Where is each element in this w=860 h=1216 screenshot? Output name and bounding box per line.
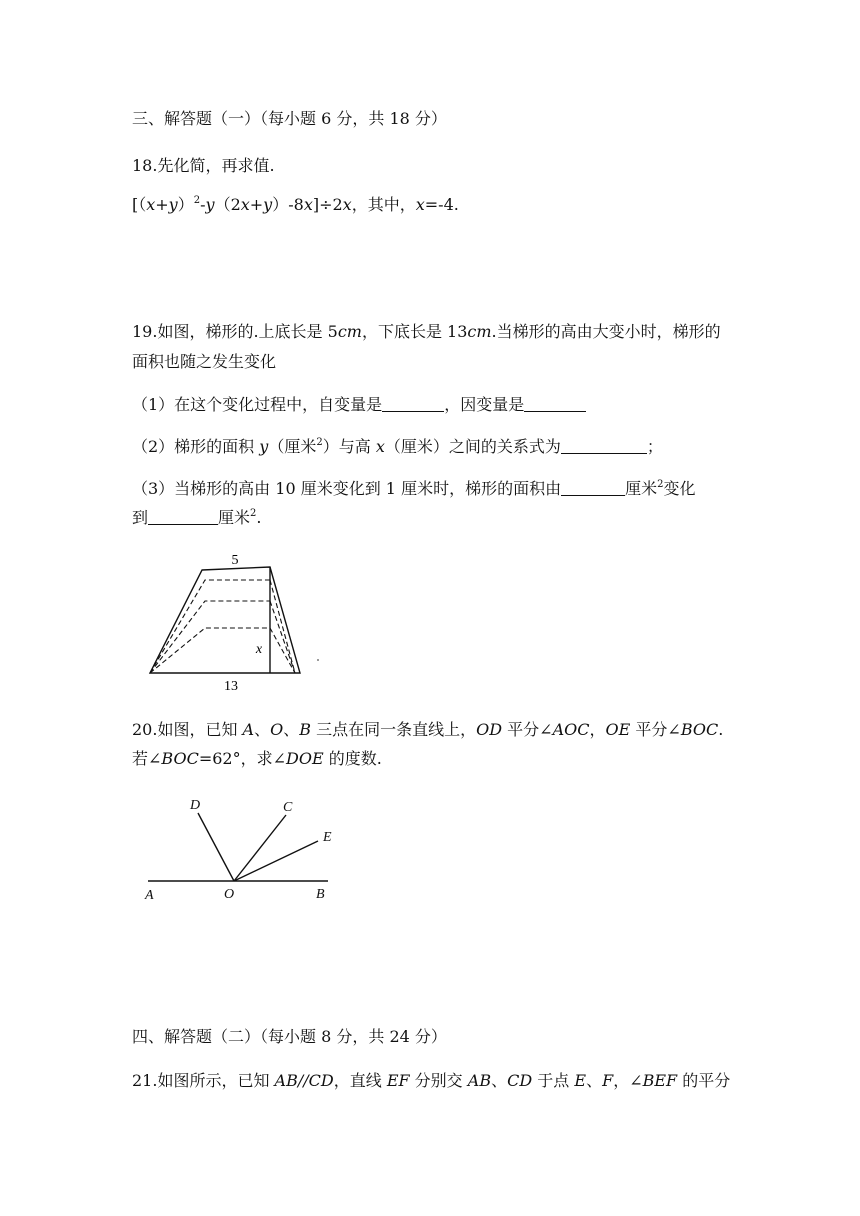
q19-prompt-line2: 面积也随之发生变化: [132, 352, 277, 371]
label-A: A: [145, 888, 154, 903]
stray-dot: [317, 659, 319, 661]
answer-blank-dependent[interactable]: [524, 397, 586, 412]
section3-heading: 三、解答题（一）（每小题 6 分，共 18 分）: [132, 109, 447, 128]
label-O: O: [224, 887, 235, 902]
q19-sub3-continued: 到 厘米$^2$.: [132, 508, 262, 527]
q20-prompt-line1: 20.如图，已知 A、O、B 三点在同一条直线上，OD 平分∠AOC，OE 平分∠BOC.: [132, 720, 724, 739]
answer-blank-area-to[interactable]: [148, 510, 218, 525]
height-label: x: [255, 642, 263, 657]
ray-OC: [234, 815, 286, 881]
ray-OE: [234, 841, 318, 881]
q21-prompt-line1: 21.如图所示，已知 AB//CD，直线 EF 分别交 AB、CD 于点 E、F，∠BEF 的平分: [132, 1071, 731, 1090]
q19-sub2: （2）梯形的面积 y（厘米$^2$）与高 x（厘米）之间的关系式为 ；: [132, 437, 663, 456]
label-C: C: [283, 800, 293, 815]
bottom-base-label: 13: [224, 679, 238, 694]
trapezoid-outline: [150, 567, 300, 673]
label-B: B: [316, 887, 325, 902]
q20-prompt-line2: 若∠BOC=62°，求∠DOE 的度数.: [132, 749, 382, 768]
answer-blank-area-from[interactable]: [561, 481, 625, 496]
q19-sub1: （1）在这个变化过程中，自变量是 ，因变量是: [132, 397, 586, 413]
trapezoid-figure: [140, 548, 330, 693]
label-D: D: [190, 798, 201, 813]
angle-figure: [140, 795, 340, 910]
answer-blank-relation[interactable]: [561, 439, 647, 454]
top-base-label: 5: [231, 553, 239, 568]
dashed-trapezoids: [150, 580, 295, 673]
answer-blank-independent[interactable]: [382, 397, 444, 412]
section4-heading: 四、解答题（二）（每小题 8 分，共 24 分）: [132, 1027, 447, 1046]
q19-prompt-line1: 19.如图，梯形的.上底长是 5cm，下底长是 13cm.当梯形的高由大变小时，梯形的: [132, 322, 721, 341]
q19-sub3: （3）当梯形的高由 10 厘米变化到 1 厘米时，梯形的面积由 厘米$^2$变化: [132, 479, 696, 498]
q18-expression: $[(x+y)^2-y(2x+y)-8x]\div 2x$，其中，x=-4.: [132, 195, 459, 214]
ray-OD: [198, 813, 234, 881]
q18-prompt: 18.先化简，再求值.: [132, 156, 275, 175]
label-E: E: [323, 830, 332, 845]
